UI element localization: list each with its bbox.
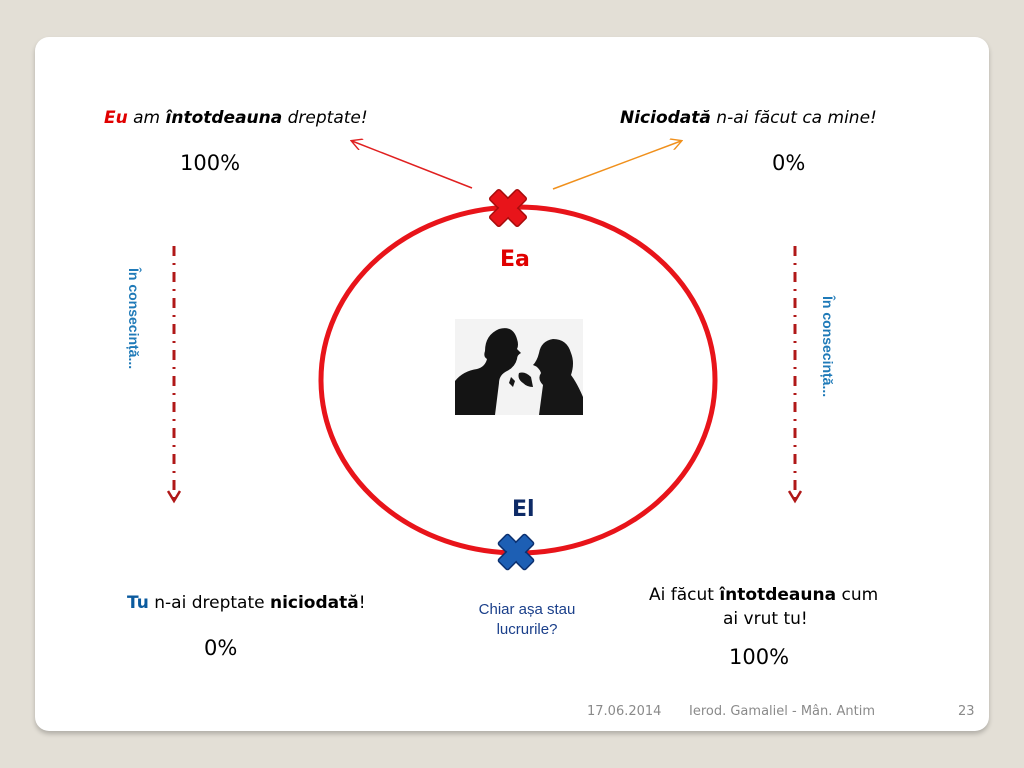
bottom-left-percent: 0%	[204, 636, 238, 660]
top-left-text-4: dreptate!	[282, 108, 368, 128]
arrow-to-top-left	[352, 141, 472, 188]
bottom-left-statement	[127, 593, 366, 613]
el-label: El	[512, 497, 535, 522]
bottom-right-statement-line2: ai vrut tu!	[723, 609, 808, 629]
footer-page-number: 23	[958, 704, 975, 719]
bottom-right-percent: 100%	[729, 645, 790, 669]
top-left-text-2: am	[127, 108, 166, 128]
bottom-right-text-1: Ai făcut	[649, 585, 720, 605]
bottom-left-text-3: niciodată	[269, 593, 359, 613]
top-left-statement	[104, 108, 368, 128]
eu-word: Eu	[104, 108, 128, 128]
top-left-text-3: întotdeauna	[165, 108, 283, 128]
arrow-to-top-right	[553, 141, 681, 189]
question-text: Chiar așa stau lucrurile?	[478, 601, 576, 638]
top-right-statement	[620, 108, 877, 128]
bottom-left-text-4: !	[358, 593, 366, 613]
bottom-left-text-2: n-ai dreptate	[148, 593, 270, 613]
right-consequence-label: În consecință...	[820, 296, 836, 398]
top-left-percent: 100%	[180, 151, 241, 175]
bottom-right-text-3: cum	[836, 585, 879, 605]
top-right-text-1: Niciodată	[620, 108, 711, 128]
bottom-right-text-2: întotdeauna	[719, 585, 837, 605]
arguing-couple-image	[455, 319, 583, 415]
bottom-right-statement-line1	[649, 585, 878, 605]
tu-word: Tu	[127, 593, 149, 613]
footer-date: 17.06.2014	[587, 704, 662, 719]
ea-label: Ea	[500, 247, 530, 272]
footer-author: Ierod. Gamaliel - Mân. Antim	[689, 704, 876, 719]
top-right-percent: 0%	[772, 151, 806, 175]
left-consequence-label: În consecință...	[126, 268, 142, 370]
top-right-text-2: n-ai făcut ca mine!	[710, 108, 877, 128]
